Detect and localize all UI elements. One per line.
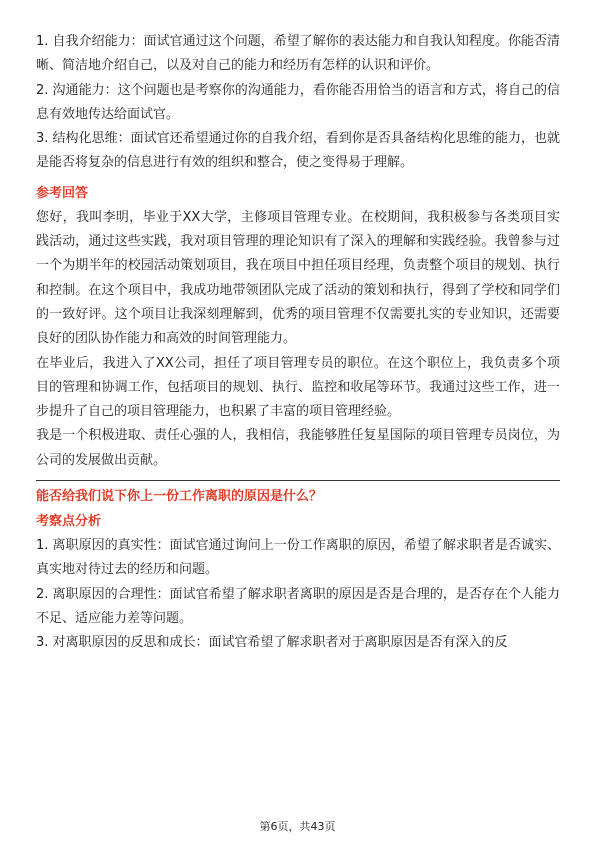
reference-answer-heading: 参考回答 bbox=[36, 185, 89, 201]
analysis-point: 2. 沟通能力：这个问题也是考察你的沟通能力，看你能否用恰当的语言和方式，将自己的信息有效地传达给面试官。 bbox=[36, 82, 560, 122]
analysis-point: 1. 离职原因的真实性：面试官通过询问上一份工作离职的原因，希望了解求职者是否诚实、真实地对待过去的经历和问题。 bbox=[36, 538, 560, 578]
reference-answer-body bbox=[36, 206, 560, 473]
document-page bbox=[36, 30, 560, 656]
analysis-point: 3. 对离职原因的反思和成长：面试官希望了解求职者对于离职原因是否有深入的反 bbox=[36, 635, 508, 651]
answer-paragraph: 在毕业后，我进入了XX公司，担任了项目管理专员的职位。在这个职位上，我负责多个项目的管理和协调工作，包括项目的规划、执行、监控和收尾等环节。我通过这些工作，进一步提升了自己的项目管理能力，也积累了丰富的项目管理经验。 bbox=[36, 355, 560, 420]
analysis-point: 1. 自我介绍能力：面试官通过这个问题，希望了解你的表达能力和自我认知程度。你能否清晰、简洁地介绍自己，以及对自己的能力和经历有怎样的认识和评价。 bbox=[36, 34, 560, 74]
analysis-heading: 考察点分析 bbox=[36, 514, 102, 530]
section-divider bbox=[36, 480, 560, 481]
analysis-point: 3. 结构化思维：面试官还希望通过你的自我介绍，看到你是否具备结构化思维的能力，也就是能否将复杂的信息进行有效的组织和整合，使之变得易于理解。 bbox=[36, 131, 560, 171]
analysis-list-1 bbox=[36, 30, 560, 176]
page-indicator: 第6页，共43页 bbox=[259, 820, 336, 833]
question-title: 能否给我们说下你上一份工作离职的原因是什么？ bbox=[36, 489, 323, 505]
answer-paragraph: 我是一个积极进取、责任心强的人，我相信，我能够胜任复星国际的项目管理专员岗位，为公司的发展做出贡献。 bbox=[36, 428, 560, 468]
analysis-point: 2. 离职原因的合理性：面试官希望了解求职者离职的原因是否是合理的，是否存在个人能力不足、适应能力差等问题。 bbox=[36, 586, 560, 626]
analysis-list-2 bbox=[36, 534, 560, 655]
answer-paragraph: 您好，我叫李明，毕业于XX大学，主修项目管理专业。在校期间，我积极参与各类项目实践活动，通过这些实践，我对项目管理的理论知识有了深入的理解和实践经验。我曾参与过一个为期半年的校园活动策划项目，我在项目中担任项目经理，负责整个项目的规划、执行和控制。在这个项目中，我成功地带领团队完成了活动的策划和执行，得到了学校和同学们的一致好评。这个项目让我深刻理解到，优秀的项目管理不仅需要扎实的专业知识，还需要良好的团队协作能力和高效的时间管理能力。 bbox=[36, 209, 560, 347]
